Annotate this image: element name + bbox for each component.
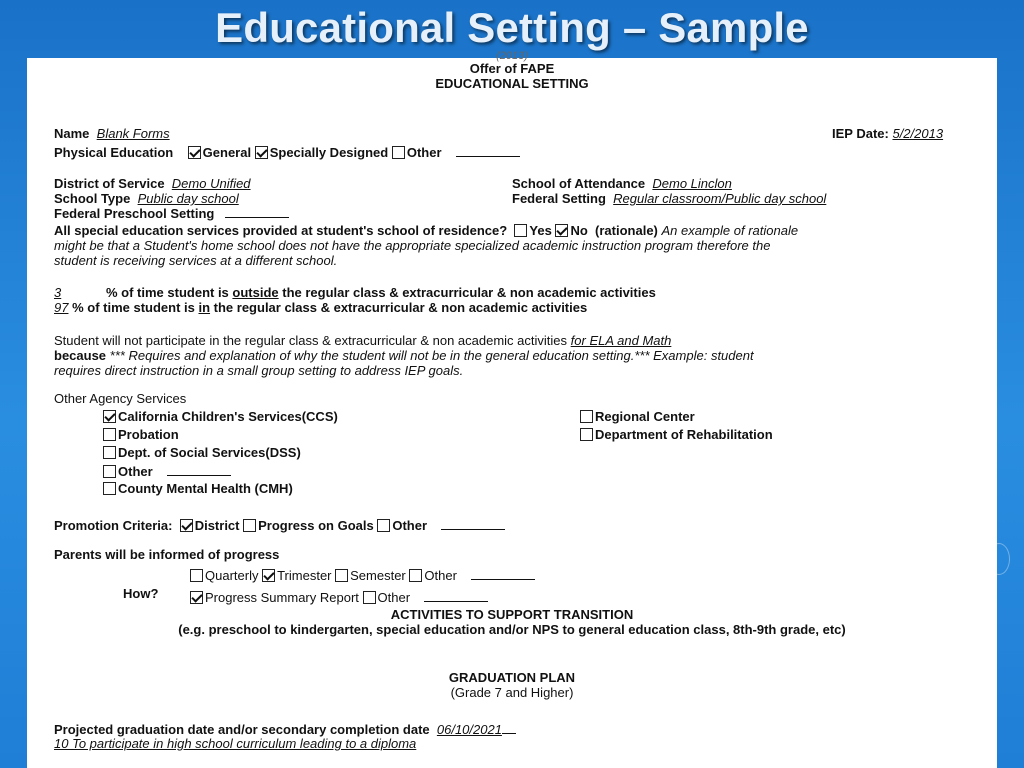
rationale-text-3: student is receiving services at a different school. <box>54 253 338 268</box>
promotion-other-blank[interactable] <box>441 517 505 530</box>
graduation-date-value[interactable]: 06/10/2021 <box>436 722 502 737</box>
time-inside-post: the regular class & extracurricular & non academic activities <box>210 300 588 315</box>
school-attendance-value[interactable]: Demo Linclon <box>652 176 732 191</box>
iep-date-value[interactable]: 5/2/2013 <box>892 126 944 141</box>
federal-setting-label: Federal Setting <box>512 191 606 206</box>
federal-preschool-row <box>54 205 289 221</box>
graduation-date-label: Projected graduation date and/or secondary completion date <box>54 722 430 737</box>
graduation-date-row <box>54 721 516 737</box>
form-title-offer: Offer of FAPE <box>469 61 555 76</box>
agency-dss-label: Dept. of Social Services(DSS) <box>118 445 301 460</box>
pe-other-checkbox[interactable] <box>392 146 405 159</box>
rationale-text-1: An example of rationale <box>661 223 799 238</box>
school-type-row <box>54 191 239 206</box>
progress-quarterly-checkbox[interactable] <box>190 569 203 582</box>
iep-date-label: IEP Date: <box>832 126 889 141</box>
time-inside-row <box>54 300 587 315</box>
pe-general-checkbox[interactable] <box>188 146 201 159</box>
participation-text: Student will not participate in the regular class & extracurricular & non academic activities <box>54 333 568 348</box>
federal-setting-value[interactable]: Regular classroom/Public day school <box>613 191 827 206</box>
residence-yes-label: Yes <box>529 223 552 238</box>
because-label: because <box>54 348 107 363</box>
physical-education-label: Physical Education <box>54 145 174 160</box>
agency-regional-label: Regional Center <box>595 409 695 424</box>
agency-probation-row <box>103 427 179 442</box>
progress-label: Parents will be informed of progress <box>54 547 280 562</box>
time-inside-value[interactable]: 97 <box>54 300 69 315</box>
name-row <box>54 126 170 141</box>
promotion-goals-label: Progress on Goals <box>258 518 374 533</box>
agency-cmh-row <box>103 481 293 496</box>
participation-row <box>54 333 671 348</box>
pe-specially-designed-label: Specially Designed <box>269 145 389 160</box>
how-other-label: Other <box>377 590 411 605</box>
graduation-goal[interactable]: 10 To participate in high school curriculum leading to a diploma <box>54 736 417 751</box>
promotion-district-label: District <box>194 518 240 533</box>
residence-no-checkbox[interactable] <box>555 224 568 237</box>
agency-rehab-checkbox[interactable] <box>580 428 593 441</box>
progress-semester-checkbox[interactable] <box>335 569 348 582</box>
agency-regional-row <box>580 409 695 424</box>
agency-other-row <box>103 463 231 479</box>
agency-cmh-label: County Mental Health (CMH) <box>118 481 293 496</box>
school-type-value[interactable]: Public day school <box>137 191 239 206</box>
form-title-setting: EDUCATIONAL SETTING <box>435 76 589 91</box>
district-value[interactable]: Demo Unified <box>171 176 251 191</box>
time-outside-row <box>54 285 656 300</box>
promotion-other-label: Other <box>392 518 428 533</box>
rationale-text-2: might be that a Student's home school does not have the appropriate specialized academic instruction program therefore the <box>54 238 771 253</box>
how-row <box>190 589 488 605</box>
agency-dss-row <box>103 445 301 460</box>
school-attendance-row <box>512 176 732 191</box>
pe-general-label: General <box>202 145 252 160</box>
pe-other-label: Other <box>406 145 442 160</box>
school-attendance-label: School of Attendance <box>512 176 646 191</box>
time-inside-key: in <box>198 300 211 315</box>
pe-specially-designed-checkbox[interactable] <box>255 146 268 159</box>
agency-dss-checkbox[interactable] <box>103 446 116 459</box>
agency-regional-checkbox[interactable] <box>580 410 593 423</box>
agency-cmh-checkbox[interactable] <box>103 482 116 495</box>
federal-preschool-blank[interactable] <box>225 205 289 218</box>
residence-yes-checkbox[interactable] <box>514 224 527 237</box>
time-inside-pre: % of time student is <box>68 300 199 315</box>
agency-other-blank[interactable] <box>167 463 231 476</box>
how-label: How? <box>123 586 159 601</box>
progress-quarterly-label: Quarterly <box>205 568 259 583</box>
progress-other-checkbox[interactable] <box>409 569 422 582</box>
progress-semester-label: Semester <box>350 568 406 583</box>
time-outside-pre: % of time student is <box>106 285 233 300</box>
iep-date-row <box>832 126 943 141</box>
name-label: Name <box>54 126 90 141</box>
agency-probation-label: Probation <box>118 427 179 442</box>
federal-preschool-label: Federal Preschool Setting <box>54 206 215 221</box>
promotion-district-checkbox[interactable] <box>180 519 193 532</box>
physical-education-row <box>54 144 520 160</box>
how-summary-checkbox[interactable] <box>190 591 203 604</box>
residence-row <box>54 223 798 238</box>
agency-other-checkbox[interactable] <box>103 465 116 478</box>
time-outside-value[interactable]: 3 <box>54 285 62 300</box>
agency-ccs-row <box>103 409 338 424</box>
residence-no-label: No <box>570 223 588 238</box>
pe-other-blank[interactable] <box>456 144 520 157</box>
promotion-goals-checkbox[interactable] <box>243 519 256 532</box>
name-value[interactable]: Blank Forms <box>96 126 170 141</box>
graduation-title: GRADUATION PLAN <box>448 670 576 685</box>
residence-question: All special education services provided at student's school of residence? <box>54 223 508 238</box>
promotion-other-checkbox[interactable] <box>377 519 390 532</box>
progress-other-blank[interactable] <box>471 567 535 580</box>
slide-title: Educational Setting – Sample <box>215 4 809 51</box>
time-outside-key: outside <box>232 285 279 300</box>
graduation-subtitle: (Grade 7 and Higher) <box>450 685 574 700</box>
because-text-2: requires direct instruction in a small group setting to address IEP goals. <box>54 363 464 378</box>
iep-form-document <box>27 50 997 768</box>
agency-ccs-checkbox[interactable] <box>103 410 116 423</box>
transition-title: ACTIVITIES TO SUPPORT TRANSITION <box>390 607 634 622</box>
school-type-label: School Type <box>54 191 131 206</box>
agency-rehab-row <box>580 427 773 442</box>
district-label: District of Service <box>54 176 165 191</box>
rationale-label: (rationale) <box>595 223 658 238</box>
transition-subtitle: (e.g. preschool to kindergarten, special education and/or NPS to general education class, 8th-9th grade, etc) <box>178 622 846 637</box>
cut-off-header-text: (2013) <box>496 50 528 62</box>
agency-ccs-label: California Children's Services(CCS) <box>118 409 338 424</box>
district-row <box>54 176 251 191</box>
how-other-blank[interactable] <box>424 589 488 602</box>
participation-value[interactable]: for ELA and Math <box>570 333 672 348</box>
because-text: *** Requires and explanation of why the student will not be in the general education setting.*** Example: student <box>109 348 754 363</box>
agency-other-label: Other <box>118 464 153 479</box>
progress-trimester-label: Trimester <box>277 568 332 583</box>
progress-trimester-checkbox[interactable] <box>262 569 275 582</box>
how-other-checkbox[interactable] <box>363 591 376 604</box>
progress-other-label: Other <box>424 568 457 583</box>
federal-setting-row <box>512 191 826 206</box>
promotion-label: Promotion Criteria: <box>54 518 173 533</box>
agency-title: Other Agency Services <box>54 391 187 406</box>
graduation-date-blank <box>502 721 516 734</box>
agency-rehab-label: Department of Rehabilitation <box>595 427 773 442</box>
time-outside-post: the regular class & extracurricular & non academic activities <box>278 285 656 300</box>
promotion-row <box>54 517 505 533</box>
agency-probation-checkbox[interactable] <box>103 428 116 441</box>
how-summary-label: Progress Summary Report <box>205 590 359 605</box>
because-row <box>54 348 754 363</box>
progress-frequency-row <box>190 567 535 583</box>
